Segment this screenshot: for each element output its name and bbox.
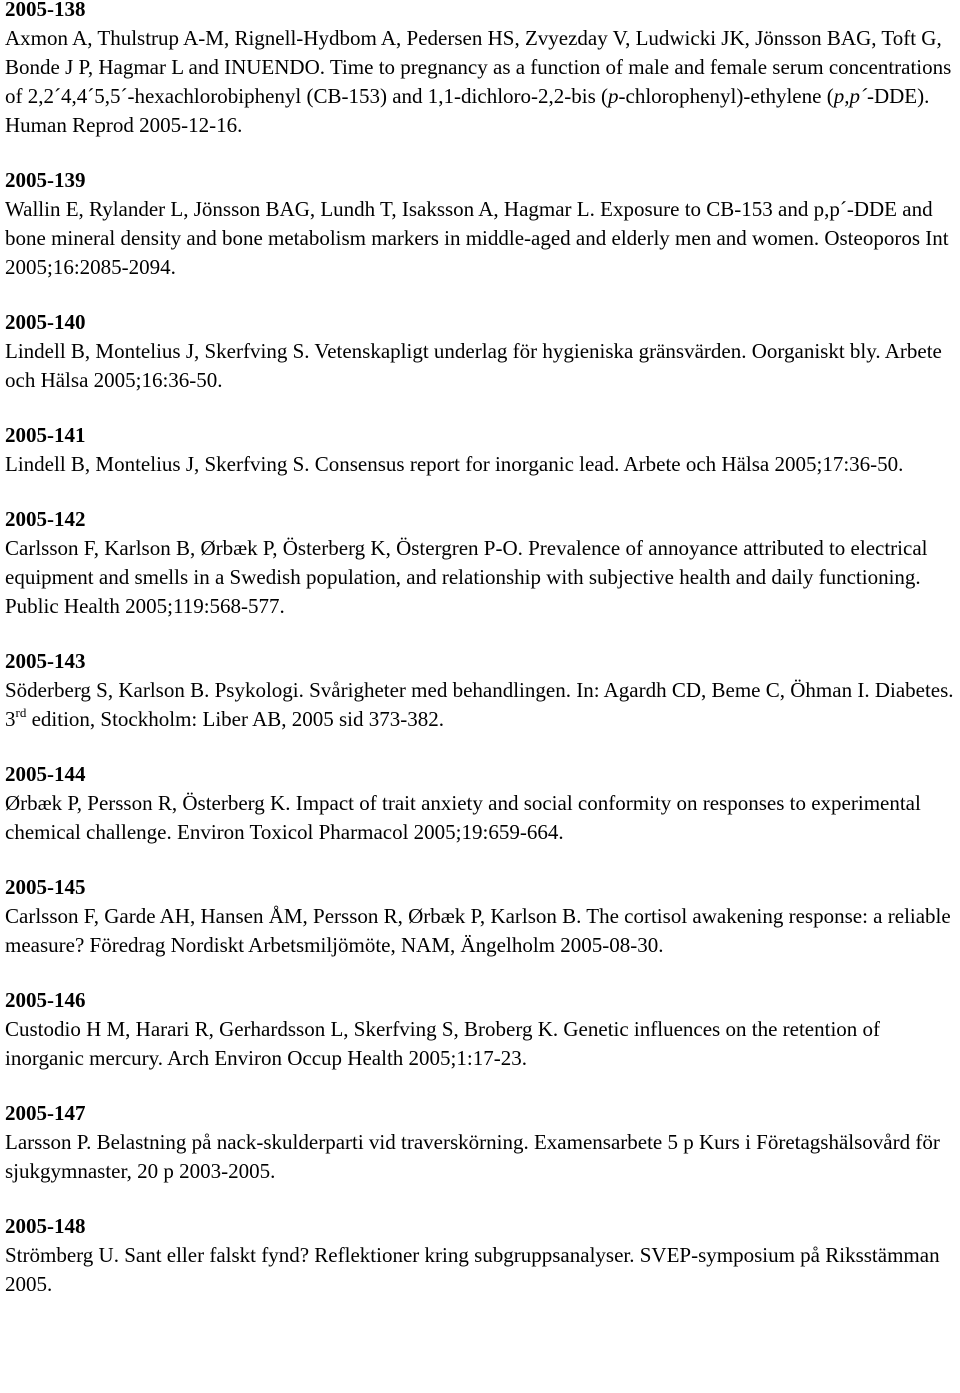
reference-id: 2005-147 <box>5 1101 86 1125</box>
reference-text: Custodio H M, Harari R, Gerhardsson L, Skerfving S, Broberg K. Genetic influences on the retention of inorganic mercury. Arch Environ Occup Health 2005;1:17-23. <box>5 1017 881 1070</box>
reference-id: 2005-142 <box>5 507 86 531</box>
reference-entry <box>5 1212 955 1299</box>
reference-text: Carlsson F, Garde AH, Hansen ÅM, Persson R, Ørbæk P, Karlson B. The cortisol awakening response: a reliable measure? Föredrag Nordiskt Arbetsmiljömöte, NAM, Ängelholm 2005-08-30. <box>5 904 951 957</box>
reference-entry <box>5 986 955 1073</box>
reference-text: Strömberg U. Sant eller falskt fynd? Reflektioner kring subgruppsanalyser. SVEP-symposium på Riksstämman 2005. <box>5 1243 940 1296</box>
reference-text-part: edition, Stockholm: Liber AB, 2005 sid 373-382. <box>26 707 444 731</box>
reference-id: 2005-139 <box>5 168 86 192</box>
reference-id: 2005-146 <box>5 988 86 1012</box>
reference-text: Carlsson F, Karlson B, Ørbæk P, Österberg K, Östergren P-O. Prevalence of annoyance attributed to electrical equipment and smells in a Swedish population, and relationship with subjective health and daily functioning. Public Health 2005;119:568-577. <box>5 536 928 618</box>
reference-text-part: Axmon A, Thulstrup A-M, Rignell-Hydbom A, Pedersen HS, Zvyezday V, Ludwicki JK, Jönsson BAG, Toft G, Bonde J P, Hagmar L and INUENDO. Time to pregnancy as a function of male and female serum concentrations of 2,2´4,4´5,5´-hexachlorobiphenyl (CB-153) and 1,1-dichloro-2,2-bis ( <box>5 26 952 108</box>
reference-text: Larsson P. Belastning på nack-skulderparti vid traverskörning. Examensarbete 5 p Kurs i Företagshälsovård för sjukgymnaster, 20 p 2003-2005. <box>5 1130 940 1183</box>
reference-entry <box>5 760 955 847</box>
reference-id: 2005-148 <box>5 1214 86 1238</box>
reference-text-italic: p <box>608 84 619 108</box>
reference-text <box>5 676 955 734</box>
reference-text: Lindell B, Montelius J, Skerfving S. Consensus report for inorganic lead. Arbete och Hälsa 2005;17:36-50. <box>5 452 904 476</box>
reference-text-italic: p,p´ <box>833 84 867 108</box>
reference-entry <box>5 647 955 734</box>
ordinal-superscript: rd <box>15 705 27 720</box>
reference-text <box>5 24 955 140</box>
reference-text-part: -chlorophenyl)-ethylene ( <box>618 84 834 108</box>
reference-entry <box>5 421 955 479</box>
reference-entry <box>5 0 955 140</box>
reference-entry <box>5 308 955 395</box>
reference-id: 2005-145 <box>5 875 86 899</box>
reference-text: Lindell B, Montelius J, Skerfving S. Vetenskapligt underlag för hygieniska gränsvärden. Oorganiskt bly. Arbete och Hälsa 2005;16:36-50. <box>5 339 942 392</box>
reference-id: 2005-138 <box>5 0 86 21</box>
reference-id: 2005-143 <box>5 649 86 673</box>
reference-list <box>5 0 955 1325</box>
reference-id: 2005-140 <box>5 310 86 334</box>
reference-text-part: -DDE). Human Reprod 2005-12-16. <box>5 84 930 137</box>
reference-text-part: Söderberg S, Karlson B. Psykologi. Svårigheter med behandlingen. In: Agardh CD, Beme C, Öhman I. Diabetes. 3 <box>5 678 954 731</box>
reference-text: Ørbæk P, Persson R, Österberg K. Impact of trait anxiety and social conformity on responses to experimental chemical challenge. Environ Toxicol Pharmacol 2005;19:659-664. <box>5 791 921 844</box>
reference-id: 2005-141 <box>5 423 86 447</box>
reference-entry <box>5 166 955 282</box>
reference-entry <box>5 505 955 621</box>
reference-entry <box>5 873 955 960</box>
reference-text: Wallin E, Rylander L, Jönsson BAG, Lundh T, Isaksson A, Hagmar L. Exposure to CB-153 and p,p´-DDE and bone mineral density and bone metabolism markers in middle-aged and elderly men and women. Osteoporos Int 2005;16:2085-2094. <box>5 197 949 279</box>
reference-id: 2005-144 <box>5 762 86 786</box>
reference-entry <box>5 1099 955 1186</box>
